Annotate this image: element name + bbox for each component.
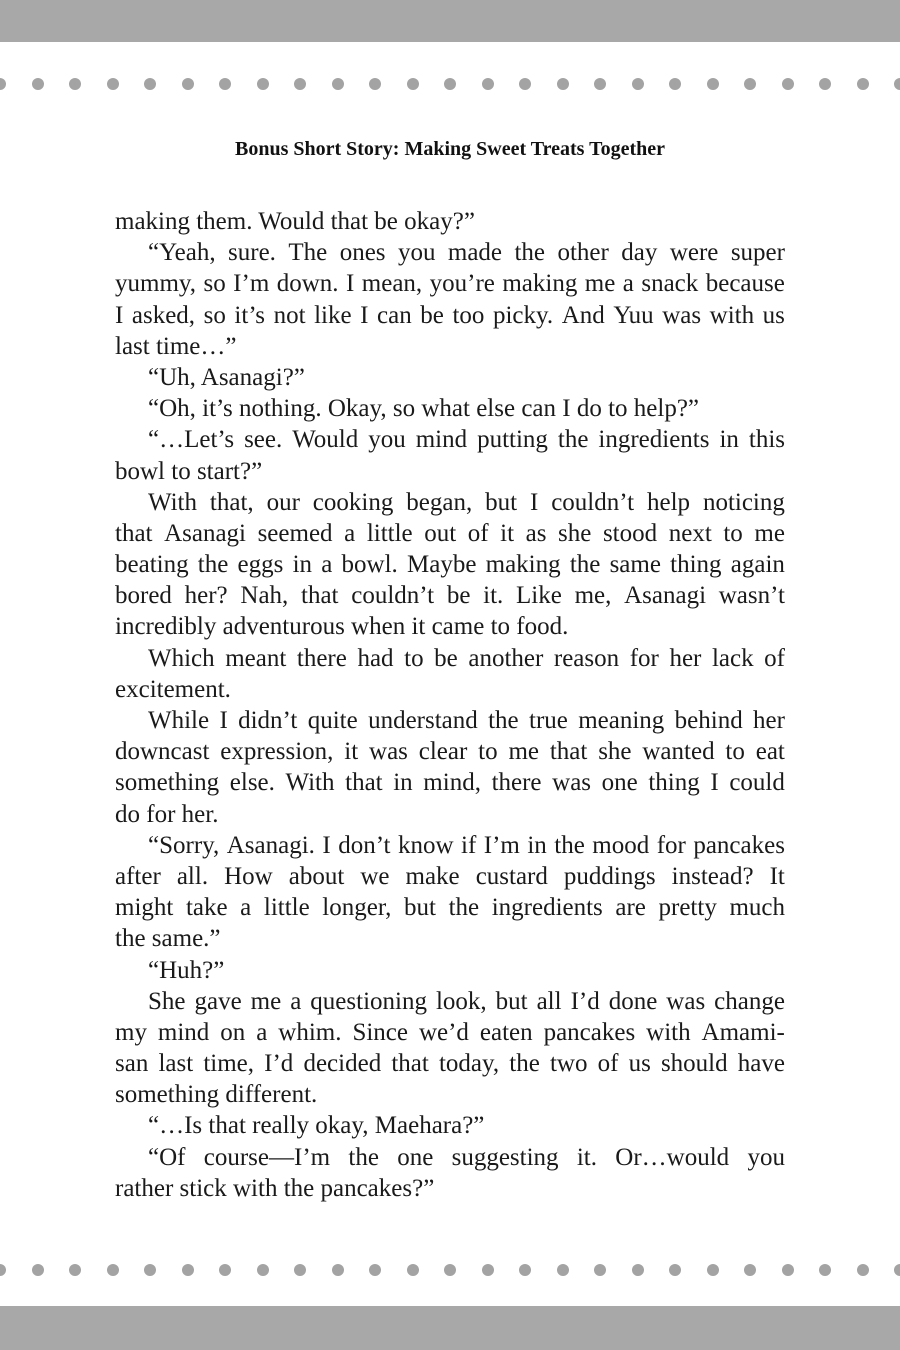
- divider-dot: [182, 1264, 194, 1276]
- divider-dot: [369, 78, 381, 90]
- divider-dot: [707, 1264, 719, 1276]
- top-border-bar: [0, 0, 900, 42]
- text-line: last time…”: [115, 332, 237, 360]
- divider-dot: [0, 78, 6, 90]
- text-line: incredibly adventurous when it came to food.: [115, 613, 569, 641]
- divider-dot: [219, 1264, 231, 1276]
- text-line: rather stick with the pancakes?”: [115, 1174, 435, 1202]
- text-line: my mind on a whim. Since we’d eaten pancakes with Amami-: [115, 1018, 785, 1046]
- text-line: that Asanagi seemed a little out of it as she stood next to me: [115, 519, 785, 547]
- divider-dot: [744, 78, 756, 90]
- divider-dot: [407, 1264, 419, 1276]
- divider-dot: [332, 1264, 344, 1276]
- divider-dot: [894, 78, 900, 90]
- divider-dot: [219, 78, 231, 90]
- text-line: something else. With that in mind, there was one thing I could: [115, 769, 785, 797]
- divider-dot: [32, 78, 44, 90]
- divider-dot: [107, 78, 119, 90]
- divider-dot: [632, 1264, 644, 1276]
- divider-dot: [0, 1264, 6, 1276]
- divider-dot: [482, 1264, 494, 1276]
- bottom-border-bar: [0, 1306, 900, 1350]
- divider-dot: [557, 78, 569, 90]
- text-line: something different.: [115, 1081, 318, 1109]
- text-line: “Sorry, Asanagi. I don’t know if I’m in the mood for pancakes: [148, 831, 785, 859]
- text-line: might take a little longer, but the ingredients are pretty much: [115, 894, 785, 922]
- text-line: the same.”: [115, 925, 221, 953]
- divider-dot: [557, 1264, 569, 1276]
- text-line: While I didn’t quite understand the true meaning behind her: [148, 707, 785, 734]
- divider-dot: [369, 1264, 381, 1276]
- text-line: “Yeah, sure. The ones you made the other day were super: [148, 239, 785, 267]
- dotted-divider-bottom: [0, 1264, 900, 1276]
- divider-dot: [107, 1264, 119, 1276]
- divider-dot: [782, 78, 794, 90]
- divider-dot: [332, 78, 344, 90]
- story-text: [115, 206, 785, 1204]
- text-line: do for her.: [115, 800, 219, 828]
- divider-dot: [444, 78, 456, 90]
- divider-dot: [857, 78, 869, 90]
- divider-dot: [257, 78, 269, 90]
- text-line: “…Let’s see. Would you mind putting the ingredients in this: [148, 426, 785, 454]
- text-line: bored her? Nah, that couldn’t be it. Like me, Asanagi wasn’t: [115, 582, 785, 610]
- divider-dot: [782, 1264, 794, 1276]
- text-line: making them. Would that be okay?”: [115, 208, 475, 235]
- text-line: excitement.: [115, 675, 231, 703]
- divider-dot: [482, 78, 494, 90]
- divider-dot: [144, 78, 156, 90]
- divider-dot: [744, 1264, 756, 1276]
- divider-dot: [669, 1264, 681, 1276]
- divider-dot: [819, 1264, 831, 1276]
- divider-dot: [519, 78, 531, 90]
- dotted-divider-top: [0, 78, 900, 90]
- text-line: bowl to start?”: [115, 457, 263, 485]
- text-line: “…Is that really okay, Maehara?”: [148, 1112, 485, 1140]
- text-line: san last time, I’d decided that today, the two of us should have: [115, 1050, 785, 1078]
- divider-dot: [182, 78, 194, 90]
- text-line: “Uh, Asanagi?”: [148, 363, 305, 391]
- divider-dot: [707, 78, 719, 90]
- divider-dot: [519, 1264, 531, 1276]
- divider-dot: [32, 1264, 44, 1276]
- divider-dot: [444, 1264, 456, 1276]
- divider-dot: [69, 78, 81, 90]
- chapter-title: Bonus Short Story: Making Sweet Treats Together: [234, 138, 666, 160]
- divider-dot: [669, 78, 681, 90]
- divider-dot: [594, 1264, 606, 1276]
- divider-dot: [294, 1264, 306, 1276]
- text-line: yummy, so I’m down. I mean, you’re making me a snack because: [115, 270, 785, 298]
- text-line: I asked, so it’s not like I can be too picky. And Yuu was with us: [115, 301, 785, 329]
- text-line: She gave me a questioning look, but all I’d done was change: [148, 987, 785, 1015]
- divider-dot: [257, 1264, 269, 1276]
- text-line: after all. How about we make custard puddings instead? It: [115, 862, 785, 890]
- text-line: Which meant there had to be another reason for her lack of: [148, 644, 785, 672]
- text-line: “Oh, it’s nothing. Okay, so what else can I do to help?”: [148, 395, 700, 423]
- divider-dot: [857, 1264, 869, 1276]
- divider-dot: [819, 78, 831, 90]
- divider-dot: [294, 78, 306, 90]
- text-line: beating the eggs in a bowl. Maybe making the same thing again: [115, 551, 785, 579]
- divider-dot: [632, 78, 644, 90]
- text-line: With that, our cooking began, but I couldn’t help noticing: [148, 488, 785, 516]
- text-line: “Of course—I’m the one suggesting it. Or…would you: [148, 1143, 785, 1171]
- divider-dot: [407, 78, 419, 90]
- divider-dot: [594, 78, 606, 90]
- text-line: downcast expression, it was clear to me that she wanted to eat: [115, 738, 785, 766]
- divider-dot: [69, 1264, 81, 1276]
- divider-dot: [894, 1264, 900, 1276]
- text-line: “Huh?”: [148, 956, 225, 984]
- divider-dot: [144, 1264, 156, 1276]
